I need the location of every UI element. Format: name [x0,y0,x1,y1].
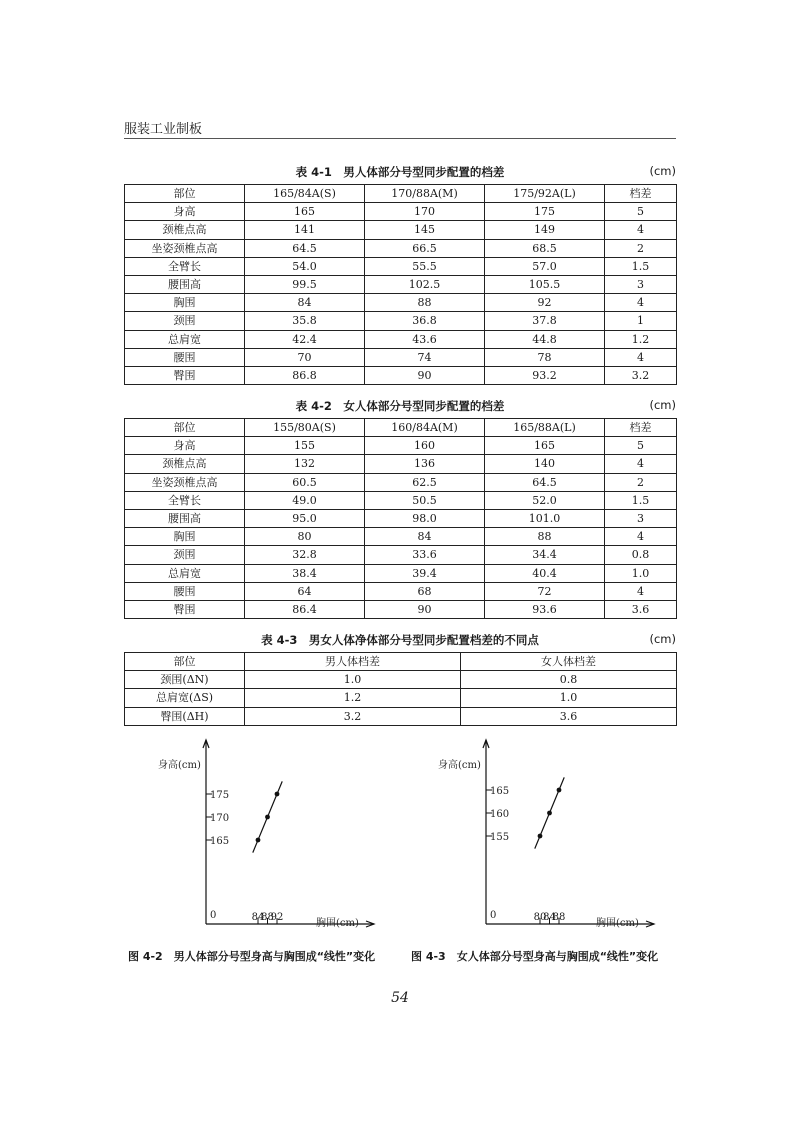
table3-caption: 表 4-3 男女人体净体部分号型同步配置档差的不同点 [261,633,539,647]
table-row [125,221,677,239]
row-label-cell: 总肩宽 [125,330,245,348]
column-header: 档差 [605,185,677,203]
table-cell: 44.8 [485,330,605,348]
table-row [125,671,677,689]
table-cell: 3.2 [605,366,677,384]
table-cell: 98.0 [365,509,485,527]
table-cell: 1.2 [605,330,677,348]
table-cell: 93.6 [485,600,605,618]
figure1-caption: 图 4-2 男人体部分号型身高与胸围成“线性”变化 [128,950,376,963]
table-cell: 88 [485,528,605,546]
table-cell: 35.8 [245,312,365,330]
table-cell: 36.8 [365,312,485,330]
table-cell: 4 [605,528,677,546]
data-point [557,788,562,793]
row-label-cell: 坐姿颈椎点高 [125,473,245,491]
y-tick-label: 155 [490,832,510,843]
table-cell: 64 [245,582,365,600]
y-tick-label: 165 [490,786,510,797]
table-cell: 74 [365,348,485,366]
table-cell: 50.5 [365,491,485,509]
table-cell: 3.6 [461,707,677,725]
table-cell: 3.6 [605,600,677,618]
table-cell: 60.5 [245,473,365,491]
table2-caption: 表 4-2 女人体部分号型同步配置的档差 [295,399,505,413]
x-tick-label: 88 [261,912,274,923]
table-cell: 42.4 [245,330,365,348]
table-header-row [125,419,677,437]
row-label-cell: 颈椎点高 [125,455,245,473]
y-axis-label: 身高(cm) [438,760,481,771]
table-row [125,275,677,293]
table-cell: 165 [485,437,605,455]
row-label-cell: 腰围高 [125,509,245,527]
table-cell: 88 [365,294,485,312]
table-cell: 3 [605,509,677,527]
table2-caption-row [124,398,676,416]
table-row [125,294,677,312]
row-label-cell: 全臂长 [125,491,245,509]
table-row [125,239,677,257]
table-row [125,582,677,600]
table-row [125,348,677,366]
table-cell: 4 [605,582,677,600]
table-cell: 80 [245,528,365,546]
table-row [125,689,677,707]
column-header: 部位 [125,653,245,671]
header-rule [124,138,676,139]
table-row [125,473,677,491]
table-cell: 1.0 [245,671,461,689]
table-cell: 90 [365,366,485,384]
table-cell: 105.5 [485,275,605,293]
table-row [125,546,677,564]
table-cell: 170 [365,203,485,221]
data-point [265,815,270,820]
running-head: 服装工业制板 [124,122,203,137]
table-cell: 64.5 [245,239,365,257]
column-header: 部位 [125,419,245,437]
table-cell: 165 [245,203,365,221]
table-cell: 95.0 [245,509,365,527]
data-point [538,834,543,839]
row-label-cell: 臀围 [125,600,245,618]
table-header-row [125,185,677,203]
column-header: 女人体档差 [461,653,677,671]
table-cell: 4 [605,221,677,239]
table2-unit: (cm) [649,398,676,412]
table-row [125,203,677,221]
figure2-caption: 图 4-3 女人体部分号型身高与胸围成“线性”变化 [411,950,659,963]
table-row [125,437,677,455]
row-label-cell: 颈围 [125,546,245,564]
table-cell: 54.0 [245,257,365,275]
table1-caption-row [124,164,676,182]
x-axis-label: 胸围(cm) [596,918,639,929]
table-cell: 55.5 [365,257,485,275]
table-cell: 38.4 [245,564,365,582]
table-row [125,600,677,618]
table3-unit: (cm) [649,632,676,646]
table-cell: 2 [605,473,677,491]
row-label-cell: 颈围 [125,312,245,330]
column-header: 160/84A(M) [365,419,485,437]
table-cell: 86.8 [245,366,365,384]
table-cell: 1.5 [605,257,677,275]
table2 [124,418,677,619]
table-row [125,509,677,527]
column-header: 175/92A(L) [485,185,605,203]
table-cell: 72 [485,582,605,600]
table-cell: 93.2 [485,366,605,384]
x-tick-label: 92 [270,912,284,923]
x-tick-label: 84 [251,912,265,923]
row-label-cell: 总肩宽(ΔS) [125,689,245,707]
y-tick-label: 170 [210,813,230,824]
figure2-plot [420,736,660,946]
row-label-cell: 身高 [125,437,245,455]
table-cell: 92 [485,294,605,312]
table-row [125,491,677,509]
table-cell: 68.5 [485,239,605,257]
data-point [547,811,552,816]
table-row [125,257,677,275]
table3-caption-row [124,632,676,650]
table-cell: 43.6 [365,330,485,348]
table-cell: 1.5 [605,491,677,509]
table-cell: 4 [605,294,677,312]
table-cell: 86.4 [245,600,365,618]
table-row [125,330,677,348]
table-cell: 39.4 [365,564,485,582]
row-label-cell: 身高 [125,203,245,221]
row-label-cell: 腰围 [125,348,245,366]
row-label-cell: 坐姿颈椎点高 [125,239,245,257]
row-label-cell: 胸围 [125,528,245,546]
column-header: 165/84A(S) [245,185,365,203]
table-row [125,366,677,384]
table-cell: 160 [365,437,485,455]
row-label-cell: 臀围 [125,366,245,384]
table-cell: 0.8 [461,671,677,689]
table-cell: 5 [605,437,677,455]
table-row [125,707,677,725]
row-label-cell: 胸围 [125,294,245,312]
table-cell: 66.5 [365,239,485,257]
table-cell: 1.0 [461,689,677,707]
table-cell: 132 [245,455,365,473]
table-cell: 52.0 [485,491,605,509]
row-label-cell: 臀围(ΔH) [125,707,245,725]
table-cell: 70 [245,348,365,366]
table-cell: 62.5 [365,473,485,491]
x-axis-label: 胸围(cm) [316,918,359,929]
x-tick-label: 84 [543,912,556,923]
table-cell: 34.4 [485,546,605,564]
table-row [125,564,677,582]
data-point [275,792,280,797]
table-cell: 90 [365,600,485,618]
page-number: 54 [391,990,409,1006]
x-tick-label: 88 [552,912,566,923]
origin-label: 0 [490,910,497,921]
table-cell: 68 [365,582,485,600]
figure1-plot [140,736,380,946]
table-cell: 4 [605,455,677,473]
table-cell: 40.4 [485,564,605,582]
table-cell: 84 [245,294,365,312]
table-cell: 2 [605,239,677,257]
table3 [124,652,677,726]
table-cell: 149 [485,221,605,239]
row-label-cell: 总肩宽 [125,564,245,582]
y-tick-label: 165 [210,836,230,847]
table-header-row [125,653,677,671]
table-row [125,528,677,546]
table-cell: 0.8 [605,546,677,564]
table-cell: 49.0 [245,491,365,509]
x-tick-label: 80 [533,912,547,923]
table1 [124,184,677,385]
table-cell: 78 [485,348,605,366]
table-cell: 1 [605,312,677,330]
table-cell: 145 [365,221,485,239]
table-cell: 140 [485,455,605,473]
table-row [125,455,677,473]
data-point [256,838,261,843]
column-header: 档差 [605,419,677,437]
table-cell: 4 [605,348,677,366]
table-cell: 5 [605,203,677,221]
row-label-cell: 颈围(ΔN) [125,671,245,689]
table-cell: 3.2 [245,707,461,725]
row-label-cell: 全臂长 [125,257,245,275]
row-label-cell: 腰围高 [125,275,245,293]
column-header: 170/88A(M) [365,185,485,203]
table-cell: 175 [485,203,605,221]
column-header: 男人体档差 [245,653,461,671]
y-tick-label: 160 [490,809,510,820]
table1-unit: (cm) [649,164,676,178]
table1-caption: 表 4-1 男人体部分号型同步配置的档差 [295,165,505,179]
table-cell: 155 [245,437,365,455]
row-label-cell: 腰围 [125,582,245,600]
table-cell: 1.2 [245,689,461,707]
column-header: 155/80A(S) [245,419,365,437]
column-header: 165/88A(L) [485,419,605,437]
table-cell: 102.5 [365,275,485,293]
table-cell: 64.5 [485,473,605,491]
origin-label: 0 [210,910,217,921]
table-cell: 141 [245,221,365,239]
y-axis-label: 身高(cm) [158,760,201,771]
table-cell: 37.8 [485,312,605,330]
column-header: 部位 [125,185,245,203]
table-cell: 101.0 [485,509,605,527]
table-row [125,312,677,330]
row-label-cell: 颈椎点高 [125,221,245,239]
y-tick-label: 175 [210,790,230,801]
table-cell: 99.5 [245,275,365,293]
table-cell: 32.8 [245,546,365,564]
table-cell: 1.0 [605,564,677,582]
table-cell: 3 [605,275,677,293]
table-cell: 33.6 [365,546,485,564]
table-cell: 84 [365,528,485,546]
table-cell: 136 [365,455,485,473]
table-cell: 57.0 [485,257,605,275]
